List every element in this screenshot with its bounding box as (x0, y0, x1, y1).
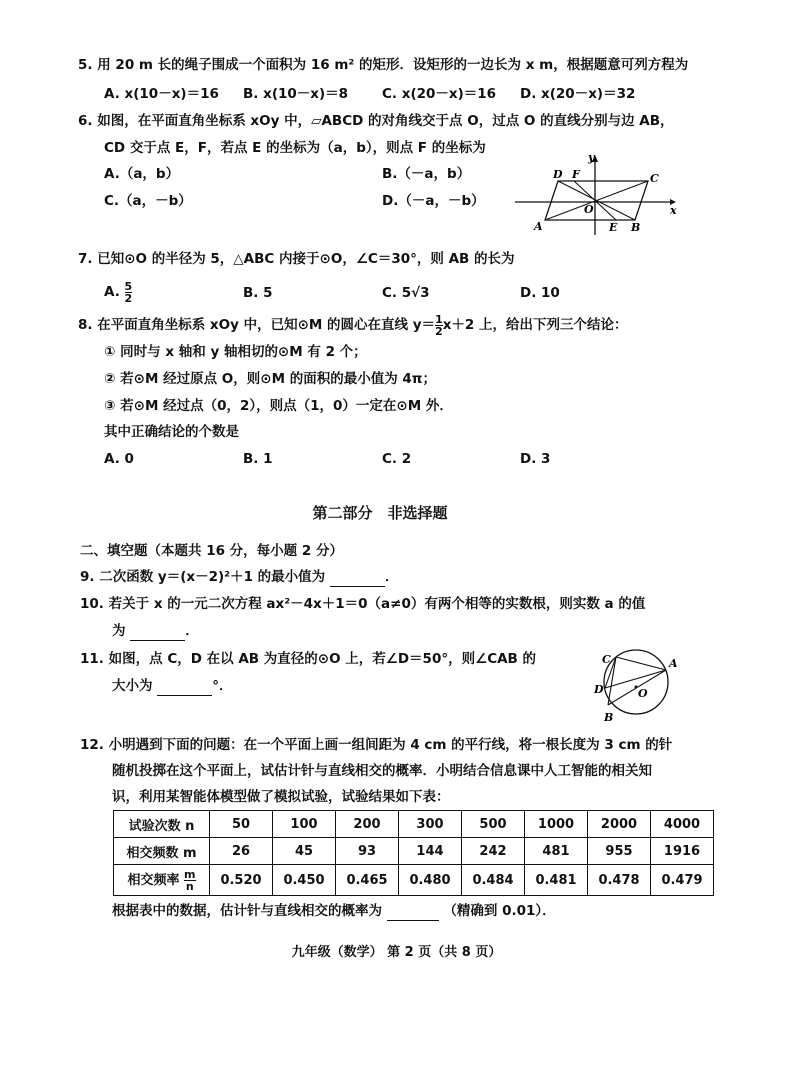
q7-option-a-label: A. (104, 284, 120, 300)
q11-label-c: C (602, 653, 611, 666)
table-cell: 1000 (525, 811, 588, 838)
q6-label-f: F (572, 168, 580, 181)
q6-option-a: A.（a，b） (104, 166, 180, 182)
q7-option-d: D. 10 (520, 285, 560, 301)
q8-frac-num: 1 (435, 312, 443, 326)
table-cell: 100 (273, 811, 336, 838)
q8-question: 其中正确结论的个数是 (104, 424, 239, 440)
table-cell: 0.520 (210, 865, 273, 896)
q8-option-b: B. 1 (243, 451, 273, 467)
table-cell: 2000 (588, 811, 651, 838)
table-cell: 0.479 (651, 865, 714, 896)
q11-label-o: O (638, 687, 648, 700)
page-footer: 九年级（数学） 第 2 页（共 8 页） (291, 945, 502, 960)
q7-option-c: C. 5√3 (382, 285, 430, 301)
q8-conclusion-1: ① 同时与 x 轴和 y 轴相切的⊙M 有 2 个； (104, 344, 367, 360)
table-cell: 93 (336, 838, 399, 865)
table-cell: 0.450 (273, 865, 336, 896)
q11-label-b: B (604, 711, 614, 724)
table-header-trials: 试验次数 n (114, 811, 210, 838)
q6-option-c: C.（a，－b） (104, 193, 192, 209)
table-header-rate-text: 相交频率 (127, 872, 180, 888)
q12-line2: 随机投掷在这个平面上，试估计针与直线相交的概率．小明结合信息课中人工智能的相关知 (112, 763, 652, 779)
q8-fraction (435, 314, 443, 337)
part2-title: 第二部分 非选择题 (312, 504, 448, 522)
q8-frac-den: 2 (435, 324, 443, 338)
table-cell: 200 (336, 811, 399, 838)
table-header-frequency: 相交频数 m (114, 838, 210, 865)
table-cell: 144 (399, 838, 462, 865)
table-cell: 0.465 (336, 865, 399, 896)
q5-option-a: A. x(10－x)＝16 (104, 86, 219, 102)
q7-option-b: B. 5 (243, 285, 273, 301)
q9-text: 9. 二次函数 y＝(x－2)²＋1 的最小值为 (80, 569, 326, 585)
table-row-trials (114, 811, 714, 838)
q8-stem-b: x＋2 上，给出下列三个结论： (442, 317, 628, 333)
q12-after-b: （精确到 0.01）． (443, 903, 556, 919)
table-row-rate (114, 865, 714, 896)
q6-label-y: y (588, 151, 595, 164)
q7-option-a-numerator: 5 (124, 279, 133, 293)
q6-label-c: C (650, 172, 659, 185)
q9-end: ． (384, 569, 399, 585)
table-cell: 481 (525, 838, 588, 865)
q11-line2-text: 大小为 (112, 678, 153, 694)
table-cell: 1916 (651, 838, 714, 865)
q12-answer-blank[interactable] (387, 902, 439, 921)
q6-line1: 6. 如图，在平面直角坐标系 xOy 中，▱ABCD 的对角线交于点 O，过点 O 的直线分别与边 AB， (78, 113, 674, 129)
rate-frac-den: n (185, 879, 194, 893)
section2-header: 二、填空题（本题共 16 分，每小题 2 分） (80, 543, 343, 559)
q11-answer-blank[interactable] (157, 677, 212, 696)
q11-end: °． (212, 678, 233, 694)
q10-line2 (112, 622, 199, 641)
q10-end: ． (185, 623, 199, 639)
table-cell: 955 (588, 838, 651, 865)
table-header-rate (114, 865, 210, 896)
q11-label-d: D (594, 683, 604, 696)
q8-option-d: D. 3 (520, 451, 551, 467)
table-cell: 500 (462, 811, 525, 838)
q5-option-c: C. x(20－x)＝16 (382, 86, 497, 102)
table-cell: 50 (210, 811, 273, 838)
q6-label-x: x (670, 204, 677, 217)
q6-option-d: D.（－a，－b） (382, 193, 485, 209)
q11-circle-figure (590, 645, 685, 725)
q8-stem (78, 309, 628, 341)
q5-option-d: D. x(20－x)＝32 (520, 86, 636, 102)
q6-option-b: B.（－a，b） (382, 166, 471, 182)
q11-line2 (112, 677, 232, 696)
rate-frac-num: m (184, 867, 196, 881)
table-header-rate-fraction (184, 869, 195, 892)
q12-after (112, 902, 556, 921)
q6-line2: CD 交于点 E，F，若点 E 的坐标为（a，b），则点 F 的坐标为 (104, 140, 486, 156)
table-cell: 26 (210, 838, 273, 865)
table-cell: 0.478 (588, 865, 651, 896)
q8-option-c: C. 2 (382, 451, 412, 467)
q6-label-e: E (609, 221, 618, 234)
q5-option-b: B. x(10－x)＝8 (243, 86, 349, 102)
q6-label-o: O (584, 203, 594, 216)
table-cell: 0.481 (525, 865, 588, 896)
q10-answer-blank[interactable] (130, 622, 185, 641)
q7-option-a-denominator: 2 (124, 291, 133, 305)
q8-conclusion-2: ② 若⊙M 经过原点 O，则⊙M 的面积的最小值为 4π； (104, 371, 436, 387)
table-cell: 4000 (651, 811, 714, 838)
table-cell: 300 (399, 811, 462, 838)
q9-answer-blank[interactable] (330, 568, 385, 587)
q12-results-table (113, 810, 714, 896)
q8-option-a: A. 0 (104, 451, 134, 467)
table-cell: 0.484 (462, 865, 525, 896)
table-row-frequency (114, 838, 714, 865)
table-cell: 0.480 (399, 865, 462, 896)
q7-option-a (104, 276, 132, 308)
q10-line2-text: 为 (112, 623, 126, 639)
q6-label-b: B (631, 221, 641, 234)
q10-line1: 10. 若关于 x 的一元二次方程 ax²－4x＋1＝0（a≠0）有两个相等的实数根，则实数 a 的值 (80, 596, 646, 612)
q6-label-d: D (553, 168, 563, 181)
table-cell: 242 (462, 838, 525, 865)
q7-option-a-fraction (125, 281, 133, 304)
q7-stem: 7. 已知⊙O 的半径为 5，△ABC 内接于⊙O，∠C＝30°，则 AB 的长为 (78, 251, 515, 267)
q6-parallelogram-figure (510, 150, 680, 240)
q11-line1: 11. 如图，点 C，D 在以 AB 为直径的⊙O 上，若∠D＝50°，则∠CAB 的 (80, 651, 537, 667)
q12-line1: 12. 小明遇到下面的问题：在一个平面上画一组间距为 4 cm 的平行线，将一根长度为 3 cm 的针 (80, 737, 673, 753)
q9 (80, 568, 398, 587)
q12-line3: 识，利用某智能体模型做了模拟试验，试验结果如下表： (112, 789, 450, 805)
q5-stem: 5. 用 20 m 长的绳子围成一个面积为 16 m² 的矩形．设矩形的一边长为 x m，根据题意可列方程为 (78, 57, 689, 73)
q8-conclusion-3: ③ 若⊙M 经过点（0，2），则点（1，0）一定在⊙M 外． (104, 398, 453, 414)
q12-after-a: 根据表中的数据，估计针与直线相交的概率为 (112, 903, 382, 919)
q8-stem-a: 8. 在平面直角坐标系 xOy 中，已知⊙M 的圆心在直线 y＝ (78, 317, 436, 333)
table-cell: 45 (273, 838, 336, 865)
q11-label-a: A (669, 657, 678, 670)
q6-label-a: A (534, 220, 543, 233)
